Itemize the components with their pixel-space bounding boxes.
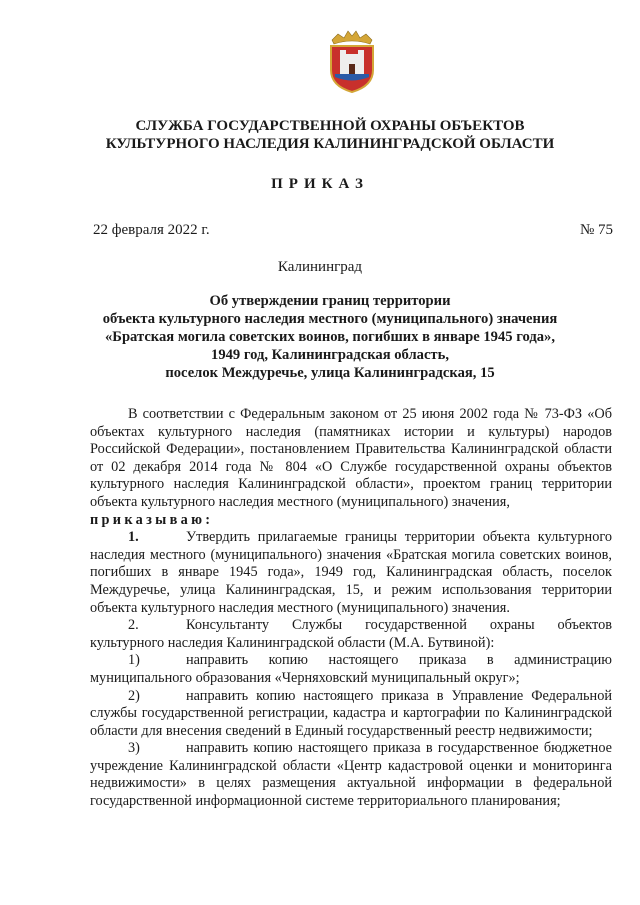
sub-item-text: направить копию настоящего приказа в администрацию муниципального образования «Черняховский муниципальный округ»;	[90, 652, 612, 686]
order-item-2	[90, 617, 612, 652]
document-title	[80, 292, 580, 382]
title-line-3: «Братская могила советских воинов, погибших в январе 1945 года»,	[105, 329, 555, 345]
document-city: Калининград	[277, 259, 363, 275]
title-line-4: 1949 год, Калининградская область,	[211, 347, 449, 363]
title-line-2: объекта культурного наследия местного (муниципального) значения	[102, 311, 558, 327]
document-number: № 75	[579, 222, 613, 238]
organization-name	[80, 117, 580, 153]
sub-item-text: направить копию настоящего приказа в государственное бюджетное учреждение Калининградской области «Центр кадастровой оценки и мониторинга недвижимости» в целях размещения актуальной информации в федеральной государственной информационной системе территориального планирования;	[90, 740, 612, 810]
organization-name-line-2: КУЛЬТУРНОГО НАСЛЕДИЯ КАЛИНИНГРАДСКОЙ ОБЛАСТИ	[105, 136, 555, 152]
order-item-text: Утвердить прилагаемые границы территории объекта культурного наследия местного (муниципального) значения «Братская могила советских воинов, погибших в январе 1945 года», 1949 год, Калининградская область, поселок Междуречье, улица Калининградская, 15, и режим использования территории объекта культурного наследия местного (муниципального) значения.	[90, 529, 612, 616]
sub-item-1	[90, 652, 612, 687]
order-item-number: 2.	[128, 617, 139, 634]
order-item-number: 1.	[128, 529, 139, 546]
order-item-text: Консультанту Службы государственной охраны объектов культурного наследия Калининградской области (М.А. Бутвиной):	[90, 617, 612, 651]
sub-item-text: направить копию настоящего приказа в Управление Федеральной службы государственной регистрации, кадастра и картографии по Калининградской области для внесения сведений в Единый государственный реестр недвижимости;	[90, 687, 612, 739]
order-word: приказываю:	[90, 511, 214, 528]
sub-item-2	[90, 688, 612, 741]
order-item-1	[90, 529, 612, 617]
sub-item-number: 1)	[128, 652, 140, 669]
kaliningrad-oblast-coat-of-arms-icon	[326, 28, 378, 94]
preamble-paragraph: В соответствии с Федеральным законом от 25 июня 2002 года № 73-ФЗ «Об объектах культурного наследия (памятниках истории и культуры) народов Российской Федерации», постановлением Правительства Калининградской области от 02 декабря 2014 года № 804 «О Службе государственной охраны объектов культурного наследия Калининградской области», проектом границ территории объекта культурного наследия местного (муниципального) значения,	[90, 406, 612, 510]
document-type: ПРИКАЗ	[271, 176, 369, 192]
document-date: 22 февраля 2022 г.	[93, 222, 210, 238]
sub-item-3	[90, 740, 612, 810]
document-body	[90, 406, 612, 811]
sub-item-number: 2)	[128, 687, 140, 704]
sub-item-number: 3)	[128, 740, 140, 757]
organization-name-line-1: СЛУЖБА ГОСУДАРСТВЕННОЙ ОХРАНЫ ОБЪЕКТОВ	[135, 118, 525, 134]
title-line-1: Об утверждении границ территории	[209, 293, 451, 309]
title-line-5: поселок Междуречье, улица Калининградская, 15	[165, 365, 495, 381]
